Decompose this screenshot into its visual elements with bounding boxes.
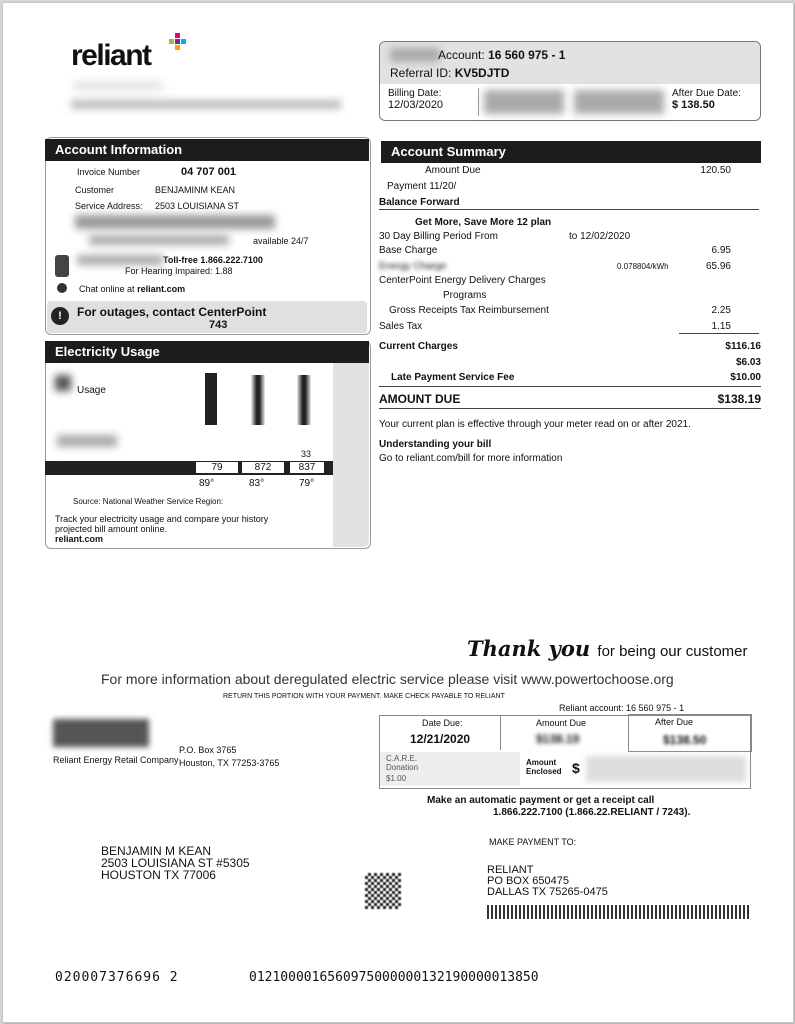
charge-energy-label: Energy Charge bbox=[379, 261, 447, 272]
scanline-left: 020007376696 2 bbox=[55, 970, 179, 985]
customer-name: BENJAMINM KEAN bbox=[155, 185, 236, 195]
dollar-sign: $ bbox=[572, 760, 580, 776]
charge-base-label: Base Charge bbox=[379, 245, 438, 256]
referral-id: KV5DJTD bbox=[454, 66, 510, 80]
weather-source: Source: National Weather Service Region: bbox=[73, 497, 224, 506]
info-line: For more information about deregulated electric service please visit www.powertochoose.org bbox=[101, 671, 674, 687]
stub-city: Houston, TX 77253-3765 bbox=[179, 758, 280, 768]
usage-bar-3 bbox=[297, 375, 311, 425]
stub-account: Reliant account: 16 560 975 - 1 bbox=[559, 703, 685, 713]
summary-payment-label: Payment 11/20/ bbox=[387, 181, 457, 192]
customer-label: Customer bbox=[75, 185, 115, 195]
understand-title: Understanding your bill bbox=[379, 439, 492, 450]
kwh-value-1: 79 bbox=[195, 461, 239, 474]
charge-delivery-label: CenterPoint Energy Delivery Charges bbox=[379, 275, 546, 286]
outage-number: 743 bbox=[209, 319, 228, 331]
service-address-label: Service Address: bbox=[75, 201, 143, 211]
usage-bar-1 bbox=[205, 373, 217, 425]
account-label: Account: bbox=[438, 48, 485, 62]
warning-icon: ! bbox=[51, 307, 69, 325]
late-fee-label: Late Payment Service Fee bbox=[391, 372, 515, 383]
billing-date: 12/03/2020 bbox=[388, 99, 444, 111]
track-text: Track your electricity usage and compare your history bbox=[55, 514, 269, 524]
charge-tax-label: Sales Tax bbox=[379, 321, 423, 332]
thank-you: Thank you for being our customer bbox=[467, 636, 748, 661]
care-label: C.A.R.E. Donation bbox=[386, 754, 419, 772]
care-amount: $1.00 bbox=[386, 774, 407, 783]
summary-amount-due: 120.50 bbox=[700, 165, 731, 176]
invoice-number: 04 707 001 bbox=[181, 166, 237, 178]
temp-2: 83° bbox=[249, 478, 265, 489]
account-number: 16 560 975 - 1 bbox=[488, 48, 566, 62]
tollfree-line: Toll-free 1.866.222.7100 bbox=[163, 255, 263, 265]
chat-icon bbox=[57, 283, 67, 293]
kwh-value-2: 872 bbox=[241, 461, 285, 474]
line2-value: $6.03 bbox=[735, 357, 761, 368]
auto-pay-line: Make an automatic payment or get a receipt call bbox=[427, 795, 655, 806]
chat-prefix: Chat online at bbox=[79, 284, 135, 294]
track-text-2: projected bill amount online. bbox=[55, 524, 168, 534]
charge-grt-label: Gross Receipts Tax Reimbursement bbox=[389, 305, 549, 316]
postal-barcode bbox=[487, 905, 749, 919]
scanline-right: 0121000016560975000000132190000013850 bbox=[249, 970, 539, 985]
plan-note: Your current plan is effective through your meter read on or after 2021. bbox=[379, 419, 691, 430]
kwh-value-3: 837 bbox=[289, 461, 325, 474]
qr-code bbox=[365, 873, 401, 909]
chat-link[interactable]: reliant.com bbox=[137, 284, 186, 294]
after-due-amount: $ 138.50 bbox=[672, 99, 715, 111]
track-link[interactable]: reliant.com bbox=[55, 534, 104, 544]
after-due-stub-label: After Due bbox=[655, 717, 694, 727]
usage-bar-2 bbox=[251, 375, 265, 425]
payment-box bbox=[379, 715, 751, 789]
temp-1: 89° bbox=[199, 478, 215, 489]
reliant-logo: reliant bbox=[71, 39, 191, 73]
charge-tax-value: 1.15 bbox=[711, 321, 731, 332]
return-line: RETURN THIS PORTION WITH YOUR PAYMENT. MAKE CHECK PAYABLE TO RELIANT bbox=[223, 693, 505, 700]
remit-label: MAKE PAYMENT TO: bbox=[489, 837, 577, 847]
understand-text: Go to reliant.com/bill for more information bbox=[379, 453, 563, 464]
account-header-box bbox=[379, 41, 761, 121]
bill-page bbox=[2, 2, 794, 1023]
due-date-label: Date Due: bbox=[422, 718, 463, 728]
referral-label: Referral ID: bbox=[390, 66, 452, 80]
current-charges-value: $116.16 bbox=[725, 341, 761, 352]
after-due-label: After Due Date: bbox=[672, 88, 741, 99]
charge-grt-value: 2.25 bbox=[711, 305, 731, 316]
charge-energy-value: 65.96 bbox=[705, 261, 731, 272]
billing-period-to: to 12/02/2020 bbox=[569, 231, 631, 242]
summary-amount-due-label: Amount Due bbox=[425, 165, 481, 176]
billing-date-label: Billing Date: bbox=[388, 88, 442, 99]
stub-po-box: P.O. Box 3765 bbox=[179, 745, 237, 755]
amount-due-label: AMOUNT DUE bbox=[379, 392, 461, 406]
amount-enclosed-label: Amount Enclosed bbox=[526, 758, 562, 776]
stub-company: Reliant Energy Retail Company bbox=[53, 755, 179, 765]
usage-label: Usage bbox=[77, 385, 106, 396]
phone-icon bbox=[55, 255, 69, 277]
summary-balance-label: Balance Forward bbox=[379, 197, 460, 208]
amount-due-stub: $138.19 bbox=[536, 732, 580, 746]
outage-text: For outages, contact CenterPoint bbox=[77, 305, 267, 319]
summary-title: Account Summary bbox=[381, 141, 761, 163]
temp-3: 79° bbox=[299, 478, 315, 489]
customer-address: BENJAMIN M KEAN 2503 LOUISIANA ST #5305 HOUSTON TX 77006 bbox=[101, 844, 250, 882]
blurred-address-block bbox=[73, 81, 163, 91]
current-charges-label: Current Charges bbox=[379, 341, 458, 352]
late-fee-value: $10.00 bbox=[730, 372, 761, 383]
usage-small-val: 33 bbox=[301, 449, 312, 459]
energy-rate: 0.078804/kWh bbox=[617, 262, 669, 271]
amount-due-value: $138.19 bbox=[717, 392, 761, 406]
after-due-stub: $138.50 bbox=[663, 733, 707, 747]
blurred-company-line bbox=[71, 100, 341, 109]
hearing-line: For Hearing Impaired: 1.88 bbox=[125, 266, 233, 276]
available-text: available 24/7 bbox=[253, 236, 309, 246]
charge-base-value: 6.95 bbox=[711, 245, 731, 256]
promo-title: Get More, Save More 12 plan bbox=[415, 217, 552, 228]
invoice-label: Invoice Number bbox=[77, 167, 141, 177]
service-address: 2503 LOUISIANA ST bbox=[155, 201, 240, 211]
auto-pay-line-2: 1.866.222.7100 (1.866.22.RELIANT / 7243). bbox=[493, 807, 691, 818]
remit-address: RELIANT PO BOX 650475 DALLAS TX 75265-0475 bbox=[487, 864, 608, 898]
billing-period: 30 Day Billing Period From bbox=[379, 231, 498, 242]
amount-enclosed-field[interactable] bbox=[586, 756, 746, 782]
account-info-title: Account Information bbox=[45, 139, 369, 161]
due-date: 12/21/2020 bbox=[410, 732, 471, 746]
logo-sparkle-icon bbox=[167, 33, 191, 57]
usage-title: Electricity Usage bbox=[45, 341, 369, 363]
stub-logo bbox=[53, 719, 149, 747]
charge-programs-label: Programs bbox=[443, 290, 487, 301]
amount-due-stub-label: Amount Due bbox=[536, 718, 587, 728]
